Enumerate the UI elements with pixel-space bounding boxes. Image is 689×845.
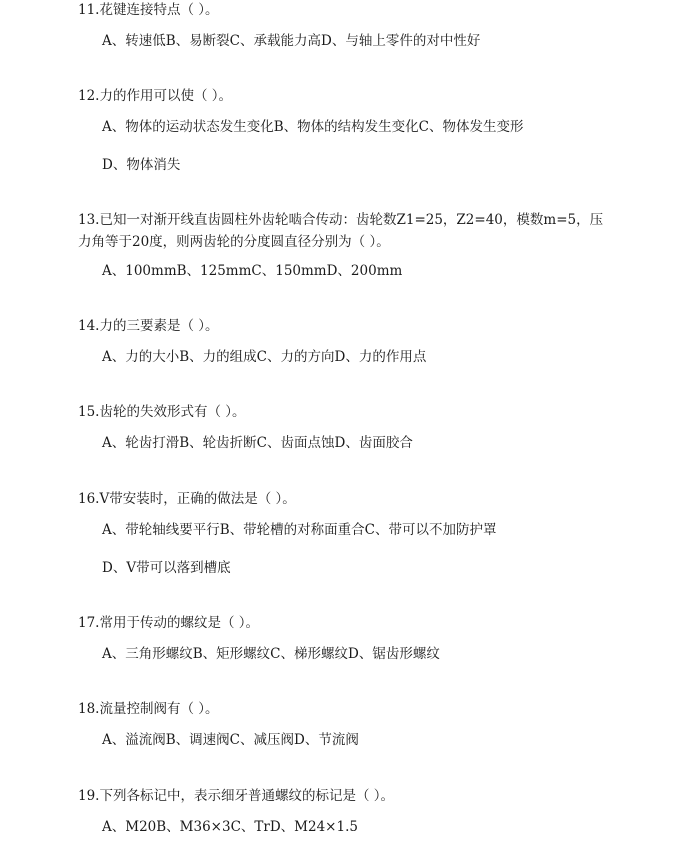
question-18-stem: 18.流量控制阀有（ ）。 [78,701,219,717]
question-12-options-cont: D、物体消失 [102,157,181,173]
question-11-options: A、转速低B、易断裂C、承载能力高D、与轴上零件的对中性好 [102,33,481,49]
question-16-options-cont: D、V带可以落到槽底 [102,560,231,576]
question-12-options: A、物体的运动状态发生变化B、物体的结构发生变化C、物体发生变形 [102,119,524,135]
question-15-stem: 15.齿轮的失效形式有（ ）。 [78,404,246,420]
question-13-stem: 13.已知一对渐开线直齿圆柱外齿轮啮合传动：齿轮数Z1=25，Z2=40，模数m=5，压力角等于20度，则两齿轮的分度圆直径分别为（ ）。 [78,212,604,250]
question-18-options: A、溢流阀B、调速阀C、减压阀D、节流阀 [102,732,359,748]
question-15-options: A、轮齿打滑B、轮齿折断C、齿面点蚀D、齿面胶合 [102,435,413,451]
question-19-stem: 19.下列各标记中，表示细牙普通螺纹的标记是（ ）。 [78,788,395,804]
question-16-stem: 16.V带安装时，正确的做法是（ ）。 [78,491,296,507]
question-11-stem: 11.花键连接特点（ ）。 [78,2,219,18]
question-19-options: A、M20B、M36×3C、TrD、M24×1.5 [102,819,358,835]
question-13-options: A、100mmB、125mmC、150mmD、200mm [102,263,403,279]
question-14-stem: 14.力的三要素是（ ）。 [78,318,219,334]
question-12-stem: 12.力的作用可以使（ ）。 [78,88,233,104]
question-16-options: A、带轮轴线要平行B、带轮槽的对称面重合C、带可以不加防护罩 [102,522,497,538]
question-17-options: A、三角形螺纹B、矩形螺纹C、梯形螺纹D、锯齿形螺纹 [102,646,440,662]
question-17-stem: 17.常用于传动的螺纹是（ ）。 [78,615,260,631]
question-14-options: A、力的大小B、力的组成C、力的方向D、力的作用点 [102,349,427,365]
